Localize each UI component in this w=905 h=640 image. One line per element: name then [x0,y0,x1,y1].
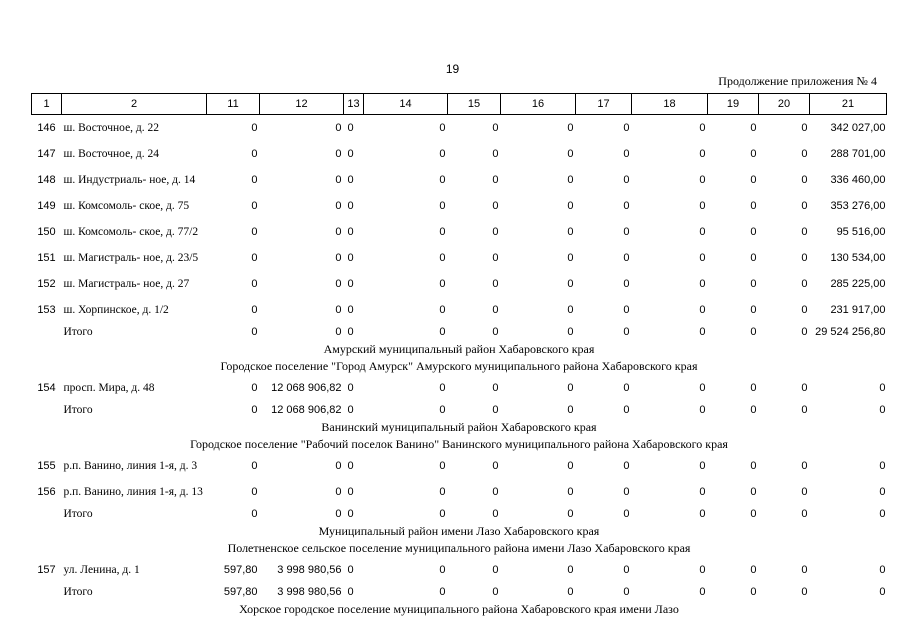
value-cell: 342 027,00 [830,122,886,134]
value-cell: 0 [439,148,446,160]
section-heading: Муниципальный район имени Лазо Хабаровского края [318,524,600,538]
value-cell: 0 [492,148,499,160]
value-cell: 0 [347,326,354,338]
row-number: 150 [37,226,56,238]
value-cell: 0 [750,404,757,416]
value-cell: 0 [335,460,342,472]
value-cell: 0 [251,200,258,212]
total-row [32,505,887,523]
value-cell: 597,80 [223,564,258,576]
value-cell: 12 068 906,82 [271,404,342,416]
total-row [32,401,887,419]
value-cell: 0 [439,404,446,416]
value-cell: 0 [699,148,706,160]
appendix-continuation-note: Продолжение приложения № 4 [718,74,877,88]
table-row [32,271,887,297]
value-cell: 0 [347,174,354,186]
value-cell: 0 [347,122,354,134]
value-cell: 0 [750,226,757,238]
address-cell: просп. Мира, д. 48 [63,382,155,394]
value-cell: 0 [439,486,446,498]
column-header: 1 [32,94,62,115]
value-cell: 0 [623,486,630,498]
value-cell: 0 [251,508,258,520]
value-cell: 0 [567,226,574,238]
address-cell: ш. Магистраль- ное, д. 23/5 [63,251,199,264]
row-number: 147 [37,148,56,160]
address-cell: ш. Индустриаль- ное, д. 14 [63,173,196,186]
value-cell: 0 [347,252,354,264]
value-cell: 0 [347,404,354,416]
value-cell: 0 [567,382,574,394]
value-cell: 0 [567,586,574,598]
value-cell: 0 [801,148,808,160]
row-number [32,323,62,341]
value-cell: 0 [251,486,258,498]
value-cell: 3 998 980,56 [277,586,342,598]
value-cell: 0 [623,564,630,576]
table-row [32,193,887,219]
value-cell: 0 [492,564,499,576]
row-number [32,401,62,419]
value-cell: 0 [251,122,258,134]
section-heading-row [32,419,887,436]
value-cell: 0 [347,564,354,576]
value-cell: 0 [801,304,808,316]
value-cell: 0 [623,460,630,472]
section-heading-row [32,358,887,375]
row-number: 151 [37,252,56,264]
address-cell: ш. Хорпинское, д. 1/2 [63,303,169,316]
value-cell: 0 [750,508,757,520]
table-row [32,115,887,142]
value-cell: 0 [492,252,499,264]
value-cell: 0 [699,508,706,520]
value-cell: 0 [439,174,446,186]
total-label: Итого [63,326,93,338]
value-cell: 0 [623,508,630,520]
section-heading: Городское поселение "Город Амурск" Амурского муниципального района Хабаровского края [220,359,698,373]
value-cell: 0 [251,226,258,238]
value-cell: 0 [347,486,354,498]
value-cell: 0 [623,174,630,186]
value-cell: 0 [492,586,499,598]
value-cell: 0 [699,326,706,338]
value-cell: 0 [699,200,706,212]
value-cell: 0 [251,252,258,264]
table-row [32,479,887,505]
value-cell: 0 [335,252,342,264]
value-cell: 0 [623,326,630,338]
value-cell: 0 [699,586,706,598]
table-row [32,167,887,193]
table-row [32,297,887,323]
value-cell: 12 068 906,82 [271,382,342,394]
value-cell: 336 460,00 [830,174,886,186]
page-number: 19 [445,62,460,76]
value-cell: 0 [439,460,446,472]
address-cell: ш. Комсомоль- ское, д. 77/2 [63,225,199,238]
value-cell: 0 [335,226,342,238]
header-row [32,94,887,115]
value-cell: 0 [801,404,808,416]
value-cell: 95 516,00 [836,226,886,238]
value-cell: 0 [801,326,808,338]
value-cell: 0 [750,564,757,576]
total-row [32,323,887,341]
value-cell: 0 [251,148,258,160]
section-heading: Ванинский муниципальный район Хабаровского края [321,420,597,434]
value-cell: 0 [251,404,258,416]
row-number: 149 [37,200,56,212]
value-cell: 0 [492,226,499,238]
value-cell: 0 [567,122,574,134]
value-cell: 0 [699,404,706,416]
value-cell: 0 [335,122,342,134]
column-header: 14 [364,94,448,115]
table-row [32,245,887,271]
value-cell: 130 534,00 [830,252,886,264]
value-cell: 0 [879,382,886,394]
column-header: 19 [708,94,759,115]
value-cell: 0 [801,226,808,238]
value-cell: 0 [439,564,446,576]
value-cell: 0 [750,200,757,212]
value-cell: 0 [492,278,499,290]
column-header: 17 [576,94,632,115]
value-cell: 0 [750,586,757,598]
value-cell: 0 [699,460,706,472]
value-cell: 0 [699,486,706,498]
value-cell: 0 [879,508,886,520]
column-header: 11 [207,94,260,115]
value-cell: 0 [567,508,574,520]
address-cell: р.п. Ванино, линия 1-я, д. 3 [63,459,198,472]
row-number: 153 [37,304,56,316]
value-cell: 0 [439,326,446,338]
value-cell: 0 [750,122,757,134]
value-cell: 0 [335,508,342,520]
value-cell: 0 [699,382,706,394]
column-header: 15 [448,94,501,115]
value-cell: 0 [801,252,808,264]
value-cell: 0 [492,508,499,520]
value-cell: 0 [699,304,706,316]
value-cell: 0 [567,460,574,472]
value-cell: 0 [623,122,630,134]
value-cell: 0 [347,508,354,520]
value-cell: 0 [347,586,354,598]
table-row [32,141,887,167]
value-cell: 0 [492,122,499,134]
value-cell: 0 [623,304,630,316]
value-cell: 0 [699,122,706,134]
value-cell: 0 [699,252,706,264]
value-cell: 0 [801,382,808,394]
value-cell: 0 [879,404,886,416]
value-cell: 0 [492,174,499,186]
section-heading-row [32,436,887,453]
value-cell: 0 [347,226,354,238]
value-cell: 0 [623,382,630,394]
appendix-table [31,93,887,618]
value-cell: 231 917,00 [830,304,886,316]
address-cell: ш. Восточное, д. 24 [63,147,160,160]
section-heading-row [32,601,887,618]
value-cell: 0 [567,278,574,290]
value-cell: 0 [335,148,342,160]
value-cell: 3 998 980,56 [277,564,342,576]
value-cell: 0 [492,460,499,472]
value-cell: 0 [567,486,574,498]
address-cell: р.п. Ванино, линия 1-я, д. 13 [63,485,203,498]
value-cell: 0 [492,200,499,212]
column-number-header [32,94,887,115]
value-cell: 0 [623,148,630,160]
value-cell: 0 [801,278,808,290]
row-number: 154 [37,382,56,394]
column-header: 18 [632,94,708,115]
value-cell: 0 [750,326,757,338]
column-header: 21 [810,94,887,115]
value-cell: 0 [801,486,808,498]
value-cell: 0 [801,564,808,576]
value-cell: 0 [879,586,886,598]
table-row [32,453,887,479]
value-cell: 0 [750,252,757,264]
row-number: 155 [37,460,56,472]
value-cell: 0 [750,148,757,160]
value-cell: 0 [623,226,630,238]
value-cell: 0 [492,486,499,498]
value-cell: 0 [750,174,757,186]
value-cell: 0 [879,486,886,498]
value-cell: 0 [567,174,574,186]
value-cell: 0 [335,486,342,498]
value-cell: 0 [699,174,706,186]
section-heading: Полетненское сельское поселение муниципального района имени Лазо Хабаровского края [227,541,691,555]
section-heading-row [32,523,887,540]
value-cell: 0 [335,200,342,212]
address-cell: ш. Восточное, д. 22 [63,121,160,134]
row-number: 152 [37,278,56,290]
value-cell: 0 [801,122,808,134]
value-cell: 0 [750,304,757,316]
value-cell: 0 [801,174,808,186]
value-cell: 0 [567,148,574,160]
value-cell: 0 [801,460,808,472]
value-cell: 0 [335,278,342,290]
column-header: 16 [501,94,576,115]
value-cell: 285 225,00 [830,278,886,290]
value-cell: 0 [347,382,354,394]
value-cell: 0 [251,460,258,472]
total-label: Итого [63,404,93,416]
value-cell: 0 [623,252,630,264]
value-cell: 0 [251,326,258,338]
column-header: 20 [759,94,810,115]
value-cell: 0 [699,564,706,576]
value-cell: 0 [347,304,354,316]
table-row [32,375,887,401]
column-header: 2 [62,94,207,115]
table-body [32,115,887,619]
section-heading: Городское поселение "Рабочий поселок Ванино" Ванинского муниципального района Хабаровского края [190,437,728,451]
value-cell: 0 [801,200,808,212]
table-row [32,557,887,583]
value-cell: 0 [567,564,574,576]
value-cell: 0 [623,404,630,416]
value-cell: 0 [251,278,258,290]
value-cell: 0 [567,326,574,338]
row-number: 156 [37,486,56,498]
value-cell: 0 [492,404,499,416]
value-cell: 0 [335,174,342,186]
value-cell: 0 [879,564,886,576]
value-cell: 0 [879,460,886,472]
value-cell: 29 524 256,80 [815,326,886,338]
value-cell: 0 [750,460,757,472]
value-cell: 0 [623,200,630,212]
value-cell: 0 [623,586,630,598]
value-cell: 0 [251,174,258,186]
total-row [32,583,887,601]
section-heading: Хорское городское поселение муниципального района Хабаровского края имени Лазо [239,602,679,616]
value-cell: 0 [623,278,630,290]
value-cell: 0 [251,382,258,394]
value-cell: 0 [335,304,342,316]
value-cell: 288 701,00 [830,148,886,160]
value-cell: 0 [439,226,446,238]
value-cell: 0 [567,252,574,264]
value-cell: 0 [347,200,354,212]
value-cell: 0 [492,326,499,338]
value-cell: 0 [347,460,354,472]
value-cell: 0 [750,486,757,498]
address-cell: ш. Магистраль- ное, д. 27 [63,277,190,290]
value-cell: 0 [335,326,342,338]
address-cell: ш. Комсомоль- ское, д. 75 [63,199,190,212]
value-cell: 597,80 [223,586,258,598]
value-cell: 0 [750,382,757,394]
value-cell: 0 [347,148,354,160]
row-number [32,583,62,601]
value-cell: 0 [567,200,574,212]
value-cell: 0 [439,586,446,598]
value-cell: 0 [492,382,499,394]
address-cell: ул. Ленина, д. 1 [63,564,140,576]
value-cell: 0 [567,404,574,416]
value-cell: 0 [439,382,446,394]
value-cell: 0 [492,304,499,316]
value-cell: 0 [439,304,446,316]
value-cell: 0 [801,508,808,520]
value-cell: 0 [439,200,446,212]
section-heading-row [32,540,887,557]
value-cell: 0 [699,278,706,290]
total-label: Итого [63,586,93,598]
value-cell: 353 276,00 [830,200,886,212]
section-heading-row [32,341,887,358]
row-number: 146 [37,122,56,134]
value-cell: 0 [347,278,354,290]
value-cell: 0 [439,278,446,290]
value-cell: 0 [699,226,706,238]
total-label: Итого [63,508,93,520]
value-cell: 0 [750,278,757,290]
value-cell: 0 [801,586,808,598]
row-number: 157 [37,564,56,576]
row-number: 148 [37,174,56,186]
value-cell: 0 [439,252,446,264]
column-header: 13 [344,94,364,115]
section-heading: Амурский муниципальный район Хабаровского края [323,342,595,356]
row-number [32,505,62,523]
value-cell: 0 [439,508,446,520]
value-cell: 0 [567,304,574,316]
value-cell: 0 [439,122,446,134]
column-header: 12 [260,94,344,115]
table-row [32,219,887,245]
value-cell: 0 [251,304,258,316]
